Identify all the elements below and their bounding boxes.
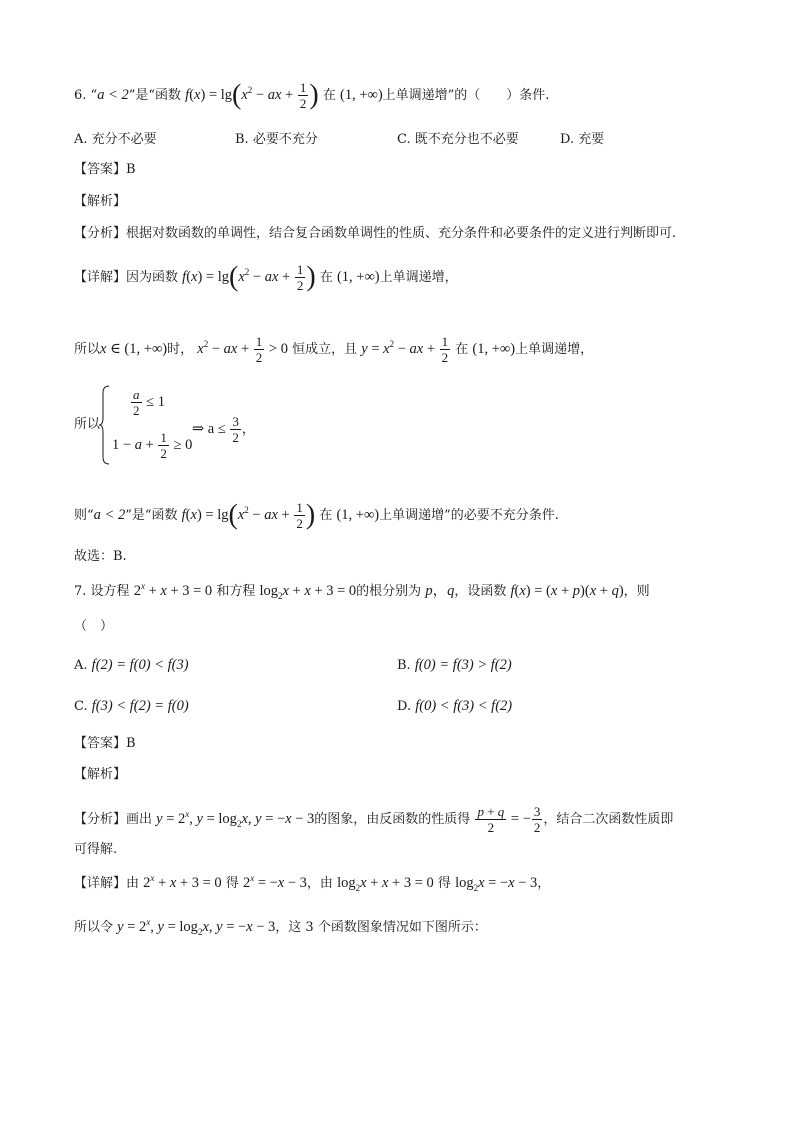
- q7-last-part: 所以令: [74, 920, 114, 935]
- q6-detail-line2: 所以x ∈ (1, +∞)时， $x^2$ − ax + $\frac{1}{2}$ > 0 恒成立，且 $y = x^2$ − ax + $\frac{1}{2}$ 在 (1, +∞)上单调递增，: [74, 334, 594, 365]
- q7-analysis-title: 【解析】: [74, 767, 127, 782]
- q6-interval: (1, +∞): [472, 340, 516, 357]
- q7-option-text: f(0) < f(3) < f(2): [415, 698, 513, 714]
- q6-stem: 6. “a < 2”是“函数 $f(x) = \lg(x^2$ − ax + $\frac{1}{2}$ ) 在 (1, +∞)上单调递增”的（ ）条件.: [74, 79, 550, 111]
- q6-detail-part: 上单调递增，: [515, 341, 594, 357]
- q6-option-c: C. 既不充分也不必要: [397, 132, 519, 147]
- q7-option-letter: A.: [74, 658, 88, 673]
- q6-stem-part: 上单调递增”的（ ）条件.: [382, 87, 550, 103]
- q6-detail-part: 在: [455, 341, 469, 357]
- q6-interval: (1, +∞): [336, 268, 380, 285]
- q6-detail-part: 时，: [167, 341, 194, 357]
- q7-stem-part: ，设函数: [454, 584, 507, 599]
- q7-detail-part: 【详解】由: [74, 876, 140, 891]
- q6-choose: 故选：B.: [74, 549, 127, 564]
- q6-detail-part: 恒成立，且: [292, 341, 358, 357]
- q7-last-part: ，这 3 个函数图象情况如下图所示：: [275, 920, 487, 935]
- left-brace-icon: [98, 385, 110, 465]
- q6-detail-line1: 【详解】因为函数 $f(x) = \lg(x^2$ − ax + $\frac{1}{2}$ ) 在 (1, +∞)上单调递增，: [74, 261, 458, 293]
- q7-answer: 【答案】B: [74, 736, 136, 751]
- q7-option-d: [397, 697, 512, 716]
- q7-last-line: 所以令 $y = 2^x$, $y = \log_2x$, y = −x − 3，这 3 个函数图象情况如下图所示：: [74, 917, 487, 937]
- q7-detail-part: 得: [225, 876, 239, 891]
- q7-option-text: f(0) = f(3) > f(2): [414, 657, 512, 673]
- q7-stem-part: 和方程: [216, 584, 256, 599]
- q6-interval: (1, +∞): [339, 86, 383, 103]
- q7-option-a: [74, 656, 189, 675]
- q7-paren: （ ）: [74, 619, 114, 634]
- q6-detail-part: 上单调递增，: [379, 269, 458, 285]
- q7-option-text: f(3) < f(2) = f(0): [91, 698, 189, 714]
- q6-option-d: D. 充要: [560, 132, 605, 147]
- q6-answer: 【答案】B: [74, 162, 136, 177]
- q7-detail-part: 得: [437, 876, 451, 891]
- q7-stem: 7. 设方程 $2^x + x + 3 = 0$ 和方程 $\log_2x + x + 3 = 0$的根分别为 p，q，设函数 f(x) = (x + p)(x + q)，则: [74, 581, 650, 601]
- q6-option-b: B. 必要不充分: [235, 132, 318, 147]
- q6-conclusion-part: ”是“函数: [125, 507, 178, 523]
- q6-condition: a < 2: [97, 86, 129, 103]
- q6-detail-part: ，: [241, 421, 255, 437]
- q7-option-letter: C.: [74, 699, 88, 714]
- q7-analysis-cont: 可得解.: [74, 842, 118, 857]
- q7-stem-part: 的根分别为: [356, 584, 422, 599]
- q6-condition: a < 2: [93, 506, 126, 523]
- q6-conclusion-part: 上单调递增”的必要不充分条件.: [379, 507, 559, 523]
- q6-stem-part: 在: [322, 87, 336, 103]
- q6-option-a: A. 充分不必要: [74, 132, 157, 147]
- q6-interval: (1, +∞): [336, 506, 380, 523]
- q6-analysis-title: 【解析】: [74, 194, 127, 209]
- q7-option-c: [74, 697, 189, 716]
- q6-stem-part: 6. “: [74, 87, 98, 103]
- q6-conclusion-part: 在: [319, 507, 333, 523]
- q6-detail-part: 【详解】因为函数: [74, 269, 179, 285]
- q6-detail-part: 所以: [74, 341, 101, 357]
- q6-conclusion-part: 则“: [74, 507, 94, 523]
- q7-detail-part: ，: [537, 876, 551, 891]
- q6-result-text: ⇒ a ≤: [192, 420, 226, 437]
- q7-option-letter: D.: [397, 699, 412, 714]
- q6-conclusion: 则“a < 2”是“函数 $f(x) = \lg(x^2$ − ax + $\frac{1}{2}$ ) 在 (1, +∞)上单调递增”的必要不充分条件.: [74, 499, 559, 531]
- q7-detail-part: ，由: [306, 876, 333, 891]
- q7-analysis-part: 的图象，由反函数的性质得: [314, 811, 471, 827]
- q6-system-result: ⇒ a ≤ $\frac{3}{2}$ ，: [192, 414, 255, 445]
- q7-analysis-part: 【分析】画出: [74, 811, 153, 827]
- q7-stem-part: 7. 设方程: [74, 584, 130, 599]
- q7-detail: 【详解】由 $2^x + x + 3 = 0$ 得 $2^x = -x - 3$，由 $\log_2x + x + 3 = 0$ 得 $\log_2x = -x - 3$，: [74, 873, 551, 893]
- q6-system-label: 所以: [74, 417, 101, 432]
- q7-analysis-part: ，结合二次函数性质即: [543, 811, 674, 827]
- q7-option-text: f(2) = f(0) < f(3): [91, 657, 189, 673]
- q6-stem-part: ”是“函数: [128, 87, 182, 103]
- q6-analysis: 【分析】根据对数函数的单调性，结合复合函数单调性的性质、充分条件和必要条件的定义进行判断即可.: [74, 226, 677, 241]
- q7-stem-part: ，则: [623, 584, 650, 599]
- q6-system-row2: 1 − a + $\frac{1}{2}$ ≥ 0: [112, 430, 193, 461]
- q7-option-b: [397, 656, 512, 675]
- q7-analysis: 【分析】画出 $y = 2^x$, $y = \log_2x$, y = −x − 3的图象，由反函数的性质得 $\frac{p + q}{2}$ = − $\frac{3}{2}$ ，结合二次函数性质即: [74, 804, 674, 835]
- q6-system-row1: $\frac{a}{2}$ ≤ 1: [133, 387, 165, 418]
- q6-detail-part: 在: [319, 269, 333, 285]
- q7-option-letter: B.: [397, 658, 411, 673]
